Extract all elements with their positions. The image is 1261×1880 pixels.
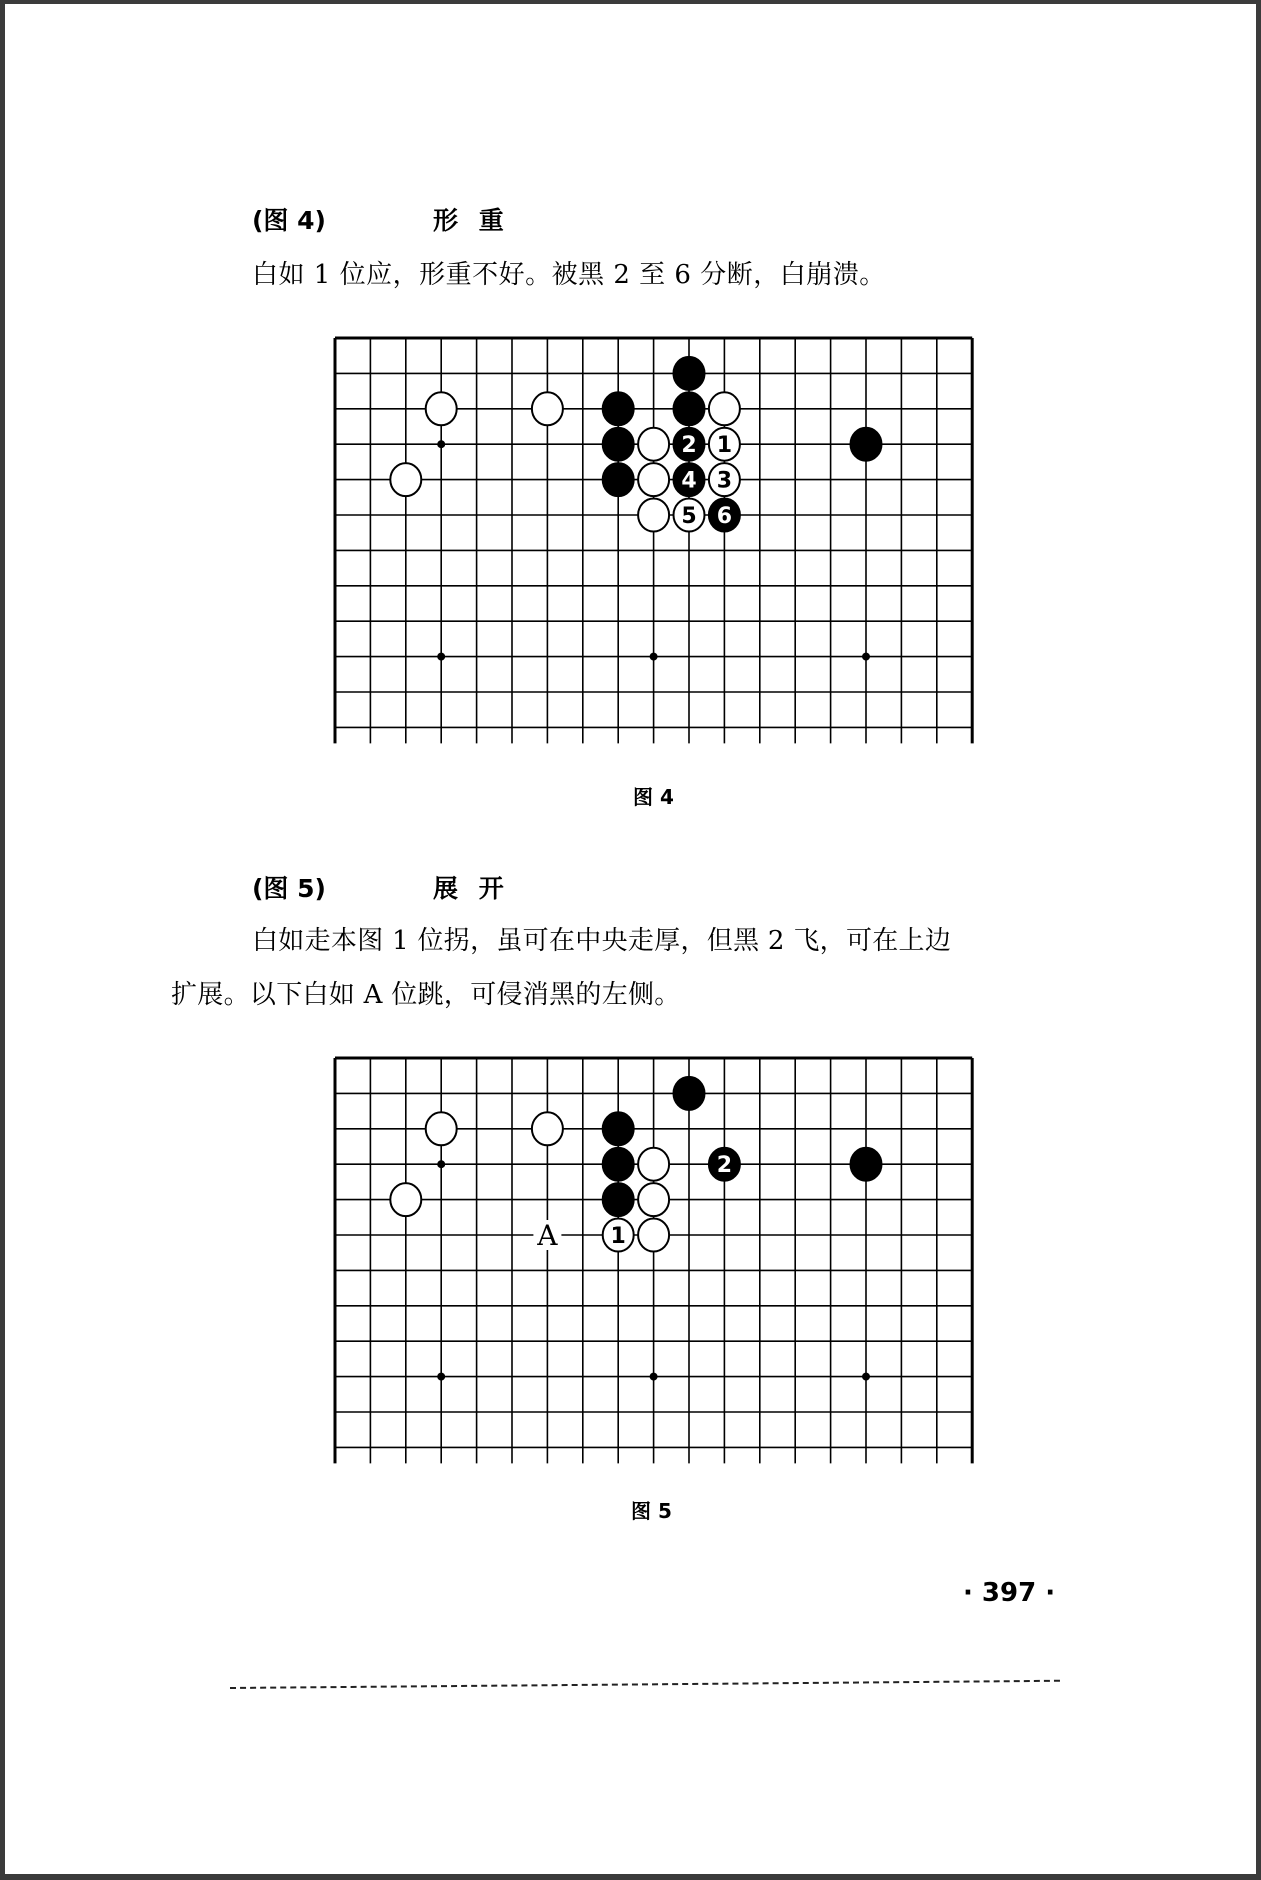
black-stone — [603, 1183, 634, 1216]
star-point — [437, 1160, 445, 1168]
move-number-3: 3 — [716, 468, 733, 494]
black-stone — [603, 1148, 634, 1181]
figure-5-title: 展 开 — [433, 874, 510, 903]
move-number-1: 1 — [716, 433, 733, 459]
move-number-2: 2 — [681, 433, 697, 459]
position-mark-A: A — [537, 1219, 558, 1252]
book-page — [5, 4, 1256, 1874]
figure-5-reference: (图 5) — [252, 874, 326, 903]
white-stone — [638, 1183, 669, 1216]
star-point — [437, 1373, 445, 1381]
figure-4-description: 白如 1 位应，形重不好。被黑 2 至 6 分断，白崩溃。 — [252, 260, 886, 290]
figure-5-caption: 图 5 — [631, 1499, 672, 1523]
figure-4-title: 形 重 — [433, 206, 510, 235]
white-stone — [390, 1183, 421, 1216]
page-number: · 397 · — [963, 1578, 1056, 1608]
white-stone — [426, 1112, 457, 1145]
figure-4-reference: (图 4) — [252, 206, 326, 235]
move-number-2: 2 — [716, 1153, 733, 1179]
white-stone — [638, 1219, 669, 1252]
figure-4-caption: 图 4 — [633, 785, 674, 809]
black-stone — [603, 1112, 634, 1145]
go-board-figure-5 — [5, 4, 1256, 1874]
figure-5-description-line2: 扩展。以下白如 A 位跳，可侵消黑的左侧。 — [171, 980, 681, 1010]
move-number-6: 6 — [716, 504, 733, 529]
star-point — [650, 1373, 658, 1381]
move-number-4: 4 — [681, 468, 697, 494]
move-number-5: 5 — [681, 504, 697, 529]
star-point — [862, 1373, 870, 1381]
white-stone — [638, 1148, 669, 1181]
black-stone — [674, 1077, 705, 1110]
figure-5-description-line1: 白如走本图 1 位拐，虽可在中央走厚，但黑 2 飞，可在上边 — [252, 926, 952, 956]
black-stone — [851, 1148, 882, 1181]
white-stone — [532, 1112, 563, 1145]
move-number-1: 1 — [610, 1224, 626, 1249]
